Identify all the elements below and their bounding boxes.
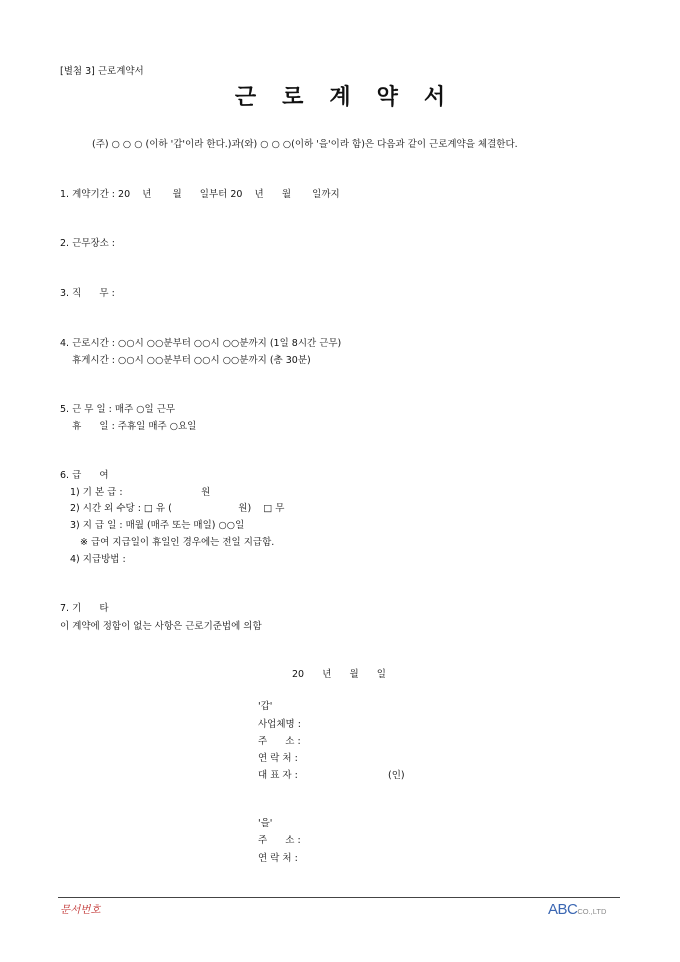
wage-payday: 3) 지 급 일 : 매월 (매주 또는 매일) ○○일 bbox=[70, 520, 245, 531]
party-a-company: 사업체명 : bbox=[258, 719, 301, 730]
document-number: 문서번호 bbox=[60, 904, 101, 916]
break-hours: 휴게시간 : ○○시 ○○분부터 ○○시 ○○분까지 (총 30분) bbox=[60, 355, 311, 366]
wage-overtime: 2) 시간 외 수당 : □ 유 ( 원) □ 무 bbox=[70, 503, 285, 514]
page-title: 근로계약서 bbox=[234, 85, 472, 110]
work-hours: 4. 근로시간 : ○○시 ○○분부터 ○○시 ○○분까지 (1일 8시간 근무) bbox=[60, 338, 342, 349]
party-a-label: '갑' bbox=[258, 701, 273, 712]
workplace: 2. 근무장소 : bbox=[60, 238, 116, 249]
party-a-contact: 연 락 처 : bbox=[258, 753, 298, 764]
wage-base: 1) 기 본 급 : 원 bbox=[70, 487, 211, 498]
party-b-address: 주 소 : bbox=[258, 835, 301, 846]
logo-sub-text: CO.,LTD bbox=[577, 907, 607, 916]
intro-paragraph: (주) ○ ○ ○ (이하 '갑'이라 한다.)과(와) ○ ○ ○(이하 '을'이라 함)은 다음과 같이 근로계약을 체결한다. bbox=[92, 139, 518, 150]
signature-date: 20 년 월 일 bbox=[292, 669, 386, 680]
wage-heading: 6. 급 여 bbox=[60, 470, 109, 481]
contract-period: 1. 계약기간 : 20 년 월 일부터 20 년 월 일까지 bbox=[60, 189, 340, 200]
party-a-representative: 대 표 자 : bbox=[258, 770, 298, 781]
etc-heading: 7. 기 타 bbox=[60, 603, 109, 614]
party-a-address: 주 소 : bbox=[258, 736, 301, 747]
party-b-contact: 연 락 처 : bbox=[258, 853, 298, 864]
logo-main-text: ABC bbox=[548, 901, 578, 918]
attachment-label: [별첨 3] 근로계약서 bbox=[60, 66, 144, 77]
duty: 3. 직 무 : bbox=[60, 288, 115, 299]
company-logo bbox=[548, 902, 606, 920]
etc-body: 이 계약에 정함이 없는 사항은 근로기준법에 의함 bbox=[60, 621, 262, 632]
holidays: 휴 일 : 주휴일 매주 ○요일 bbox=[60, 421, 197, 432]
seal-mark: (인) bbox=[388, 770, 405, 781]
footer-divider bbox=[58, 897, 620, 898]
work-days: 5. 근 무 일 : 매주 ○일 근무 bbox=[60, 404, 176, 415]
wage-method: 4) 지급방법 : bbox=[70, 554, 126, 565]
wage-note: ※ 급여 지급일이 휴일인 경우에는 전일 지급함. bbox=[80, 537, 275, 548]
party-b-label: '을' bbox=[258, 818, 273, 829]
